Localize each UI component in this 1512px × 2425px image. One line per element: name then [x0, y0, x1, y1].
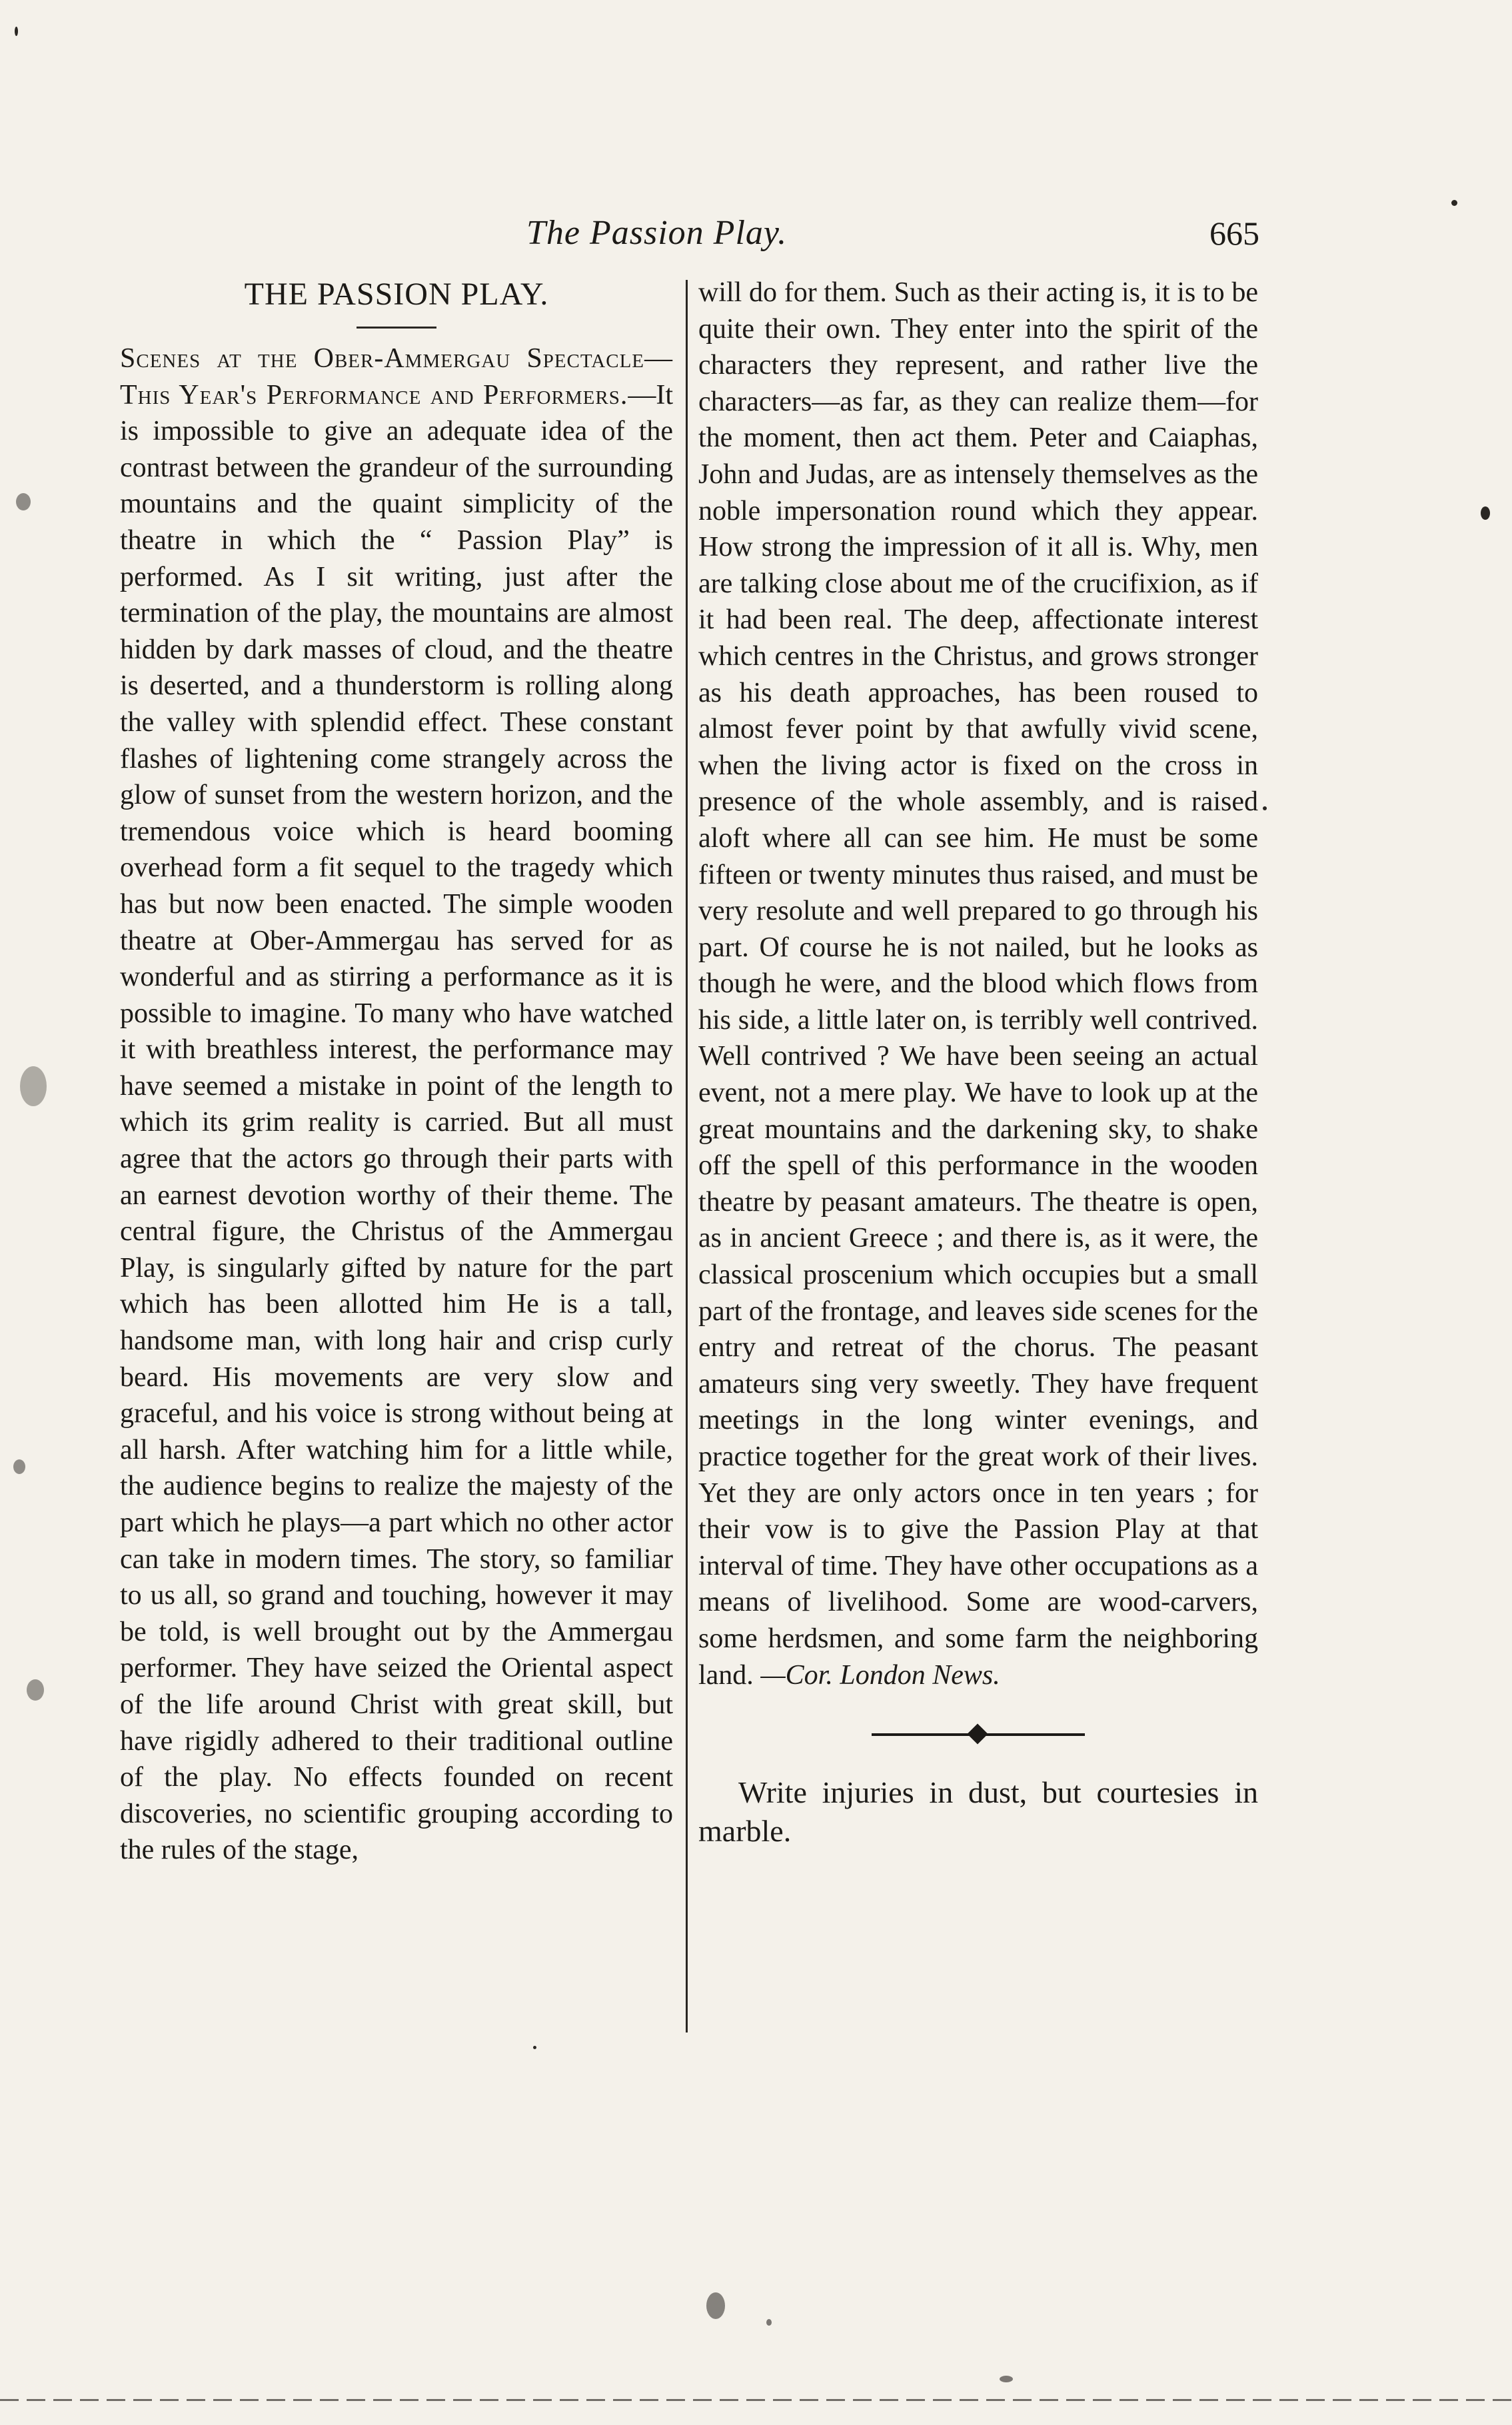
scan-speck: [1263, 806, 1267, 810]
page-number: 665: [1209, 215, 1259, 252]
maxim: Write injuries in dust, but courtesies in marble.: [698, 1775, 1258, 1849]
running-title: The Passion Play.: [526, 214, 788, 252]
title-rule: [357, 327, 436, 329]
right-column: [698, 275, 1258, 1881]
scan-speck: [27, 1679, 44, 1701]
article-body-right: [698, 275, 1258, 1693]
article-title: THE PASSION PLAY.: [244, 277, 549, 312]
left-column: [120, 275, 673, 1869]
ornament-diamond-icon: [967, 1724, 988, 1745]
article-body-left: [120, 341, 673, 1869]
scan-speck: [13, 1459, 25, 1474]
section-ornament: [698, 1713, 1258, 1760]
scan-speck: [1481, 506, 1490, 520]
article-attribution: —Cor. London News.: [760, 1659, 1000, 1691]
scan-speck: [1451, 200, 1457, 206]
article-lead: Scenes at the Ober-Ammergau Spectacle—This Year's Performance and Performers.: [120, 343, 673, 410]
article-text-right: will do for them. Such as their acting is, it is to be quite their own. They enter into the spirit of the characters they represent, and rather live the characters—as far, as they can realize them—for the moment, then act them. Peter and Caiaphas, John and Judas, are as intensely themselves as the noble impersonation round which they appear. How strong the impression of it all is. Why, men are talking close about me of the crucifixion, as if it had been real. The deep, affectionate interest which centres in the Christus, and grows stronger as his death approaches, has been roused to almost fever point by that awfully vivid scene, when the living actor is fixed on the cross in presence of the whole assembly, and is raised aloft where all can see him. He must be some fifteen or twenty minutes thus raised, and must be very resolute and well prepared to go through his part. Of course he is not nailed, but he looks as though he were, and the blood which flows from his side, a little later on, is terribly well contrived. Well contrived ? We have been seeing an actual event, not a mere play. We have to look up at the great mountains and the darkening sky, to shake off the spell of this performance in the wooden theatre by peasant amateurs. The theatre is open, as in ancient Greece ; and there is, as it were, the classical proscenium which occupies but a small part of the frontage, and leaves side scenes for the entry and retreat of the chorus. The peasant amateurs sing very sweetly. They have frequent meetings in the long winter evenings, and practice together for the great work of their lives. Yet they are only actors once in ten years ; for their vow is to give the Passion Play at that interval of time. They have other occupations as a means of livelihood. Some are wood-carvers, some herdsmen, and some farm the neighboring land.: [698, 277, 1258, 1691]
scan-speck: [1000, 2376, 1013, 2382]
scan-speck: [16, 493, 31, 510]
scan-speck: [20, 1066, 47, 1106]
column-rule: [686, 280, 688, 2032]
scan-speck: [533, 2046, 536, 2049]
scan-speck: [706, 2292, 725, 2319]
article-text-left: —It is impossible to give an adequate idea of the contrast between the grandeur of the surrounding mountains and the quaint simplicity of the theatre in which the “ Passion Play” is performed. As I sit writing, just after the termination of the play, the mountains are almost hidden by dark masses of cloud, and the theatre is deserted, and a thunderstorm is rolling along the valley with splendid effect. These constant flashes of lightening come strangely across the glow of sunset from the western horizon, and the tremendous voice which is heard booming overhead form a fit sequel to the tragedy which has but now been enacted. The simple wooden theatre at Ober-Ammergau has served for as wonderful and as stirring a performance as it is possible to imagine. To many who have watched it with breathless interest, the performance may have seemed a mistake in point of the length to which its grim reality is carried. But all must agree that the actors go through their parts with an earnest devotion worthy of their theme. The central figure, the Christus of the Ammergau Play, is singularly gifted by nature for the part which has been allotted him He is a tall, handsome man, with long hair and crisp curly beard. His movements are very slow and graceful, and his voice is strong without being at all harsh. After watching him for a little while, the audience begins to realize the majesty of the part which he plays—a part which no other actor can take in modern times. The story, so familiar to us all, so grand and touching, however it may be told, is well brought out by the Ammergau performer. They have seized the Oriental aspect of the life around Christ with great skill, but have rigidly adhered to their traditional outline of the play. No effects founded on recent discoveries, no scientific grouping according to the rules of the stage,: [120, 379, 673, 1866]
page-edge-line: [0, 2399, 1512, 2401]
running-head: [113, 212, 1259, 265]
scan-speck: [766, 2319, 772, 2326]
scan-speck: [15, 27, 18, 36]
